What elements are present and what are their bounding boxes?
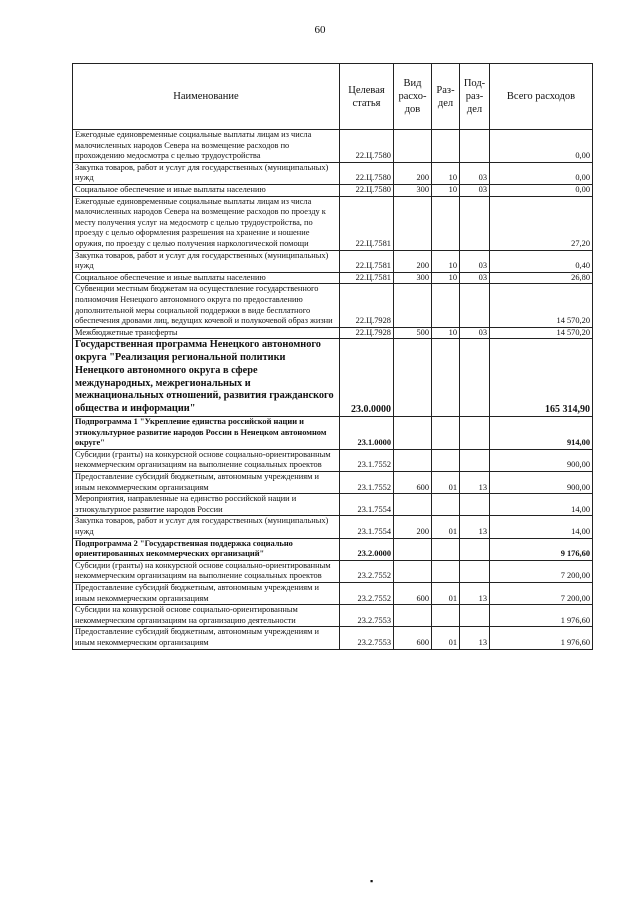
cell-total: 0,00 bbox=[490, 184, 593, 196]
cell-vid bbox=[394, 130, 432, 163]
cell-code: 22.Ц.7580 bbox=[340, 184, 394, 196]
table-row bbox=[73, 196, 593, 250]
cell-total: 1 976,60 bbox=[490, 605, 593, 627]
cell-name: Социальное обеспечение и иные выплаты населению bbox=[73, 184, 340, 196]
header-total: Всего расходов bbox=[490, 64, 593, 130]
cell-code: 23.2.7552 bbox=[340, 582, 394, 604]
cell-podrazdel bbox=[460, 605, 490, 627]
cell-podrazdel bbox=[460, 339, 490, 417]
cell-total: 900,00 bbox=[490, 472, 593, 494]
header-razdel: Раз-дел bbox=[432, 64, 460, 130]
table-row bbox=[73, 449, 593, 471]
cell-vid bbox=[394, 538, 432, 560]
cell-name: Ежегодные единовременные социальные выплаты лицам из числа малочисленных народов Севера на возмещение расходов по проезду к месту получения услуг на медосмотр с целью трудоустройства, по проезду с целью оформления разрешения на хранение и ношение оружия, по проезду с целью получения наркологической помощи bbox=[73, 196, 340, 250]
cell-code: 23.1.7554 bbox=[340, 516, 394, 538]
footer-mark: ▪ bbox=[370, 876, 374, 886]
cell-podrazdel bbox=[460, 449, 490, 471]
cell-vid: 200 bbox=[394, 162, 432, 184]
cell-name: Закупка товаров, работ и услуг для государственных (муниципальных) нужд bbox=[73, 250, 340, 272]
cell-razdel: 10 bbox=[432, 162, 460, 184]
table-row bbox=[73, 284, 593, 327]
cell-code: 23.1.7552 bbox=[340, 472, 394, 494]
cell-razdel bbox=[432, 196, 460, 250]
cell-vid: 300 bbox=[394, 272, 432, 284]
header-podrazdel: Под-раз-дел bbox=[460, 64, 490, 130]
table-body bbox=[73, 130, 593, 650]
cell-podrazdel bbox=[460, 560, 490, 582]
cell-code: 23.2.7552 bbox=[340, 560, 394, 582]
cell-podrazdel bbox=[460, 494, 490, 516]
table-row bbox=[73, 605, 593, 627]
cell-total: 0,40 bbox=[490, 250, 593, 272]
cell-razdel bbox=[432, 538, 460, 560]
table-row bbox=[73, 184, 593, 196]
cell-code: 22.Ц.7581 bbox=[340, 250, 394, 272]
cell-code: 22.Ц.7581 bbox=[340, 196, 394, 250]
cell-name: Предоставление субсидий бюджетным, автономным учреждениям и иным некоммерческим организациям bbox=[73, 472, 340, 494]
cell-name: Закупка товаров, работ и услуг для государственных (муниципальных) нужд bbox=[73, 162, 340, 184]
table-row bbox=[73, 494, 593, 516]
cell-code: 23.1.7554 bbox=[340, 494, 394, 516]
cell-total: 14,00 bbox=[490, 516, 593, 538]
cell-podrazdel: 13 bbox=[460, 472, 490, 494]
header-vid: Вид расхо-дов bbox=[394, 64, 432, 130]
table-row bbox=[73, 538, 593, 560]
cell-podrazdel: 03 bbox=[460, 272, 490, 284]
table-row bbox=[73, 560, 593, 582]
cell-razdel: 10 bbox=[432, 184, 460, 196]
cell-razdel bbox=[432, 560, 460, 582]
cell-name: Субсидии на конкурсной основе социально-ориентированным некоммерческим организациям на организацию деятельности bbox=[73, 605, 340, 627]
cell-code: 22.Ц.7581 bbox=[340, 272, 394, 284]
cell-podrazdel: 03 bbox=[460, 162, 490, 184]
cell-code: 23.2.7553 bbox=[340, 627, 394, 649]
cell-razdel bbox=[432, 417, 460, 450]
table-row bbox=[73, 516, 593, 538]
table-row bbox=[73, 417, 593, 450]
cell-vid: 600 bbox=[394, 627, 432, 649]
table-row bbox=[73, 582, 593, 604]
table-row bbox=[73, 250, 593, 272]
cell-total: 1 976,60 bbox=[490, 627, 593, 649]
cell-code: 22.Ц.7928 bbox=[340, 327, 394, 339]
cell-total: 14 570,20 bbox=[490, 284, 593, 327]
cell-razdel bbox=[432, 130, 460, 163]
cell-razdel bbox=[432, 494, 460, 516]
budget-table bbox=[72, 63, 593, 650]
cell-razdel bbox=[432, 605, 460, 627]
cell-total: 900,00 bbox=[490, 449, 593, 471]
table-row bbox=[73, 130, 593, 163]
cell-code: 23.2.7553 bbox=[340, 605, 394, 627]
cell-code: 22.Ц.7580 bbox=[340, 162, 394, 184]
cell-vid: 200 bbox=[394, 250, 432, 272]
cell-code: 23.0.0000 bbox=[340, 339, 394, 417]
cell-vid bbox=[394, 605, 432, 627]
cell-total: 26,80 bbox=[490, 272, 593, 284]
cell-total: 0,00 bbox=[490, 162, 593, 184]
cell-vid: 300 bbox=[394, 184, 432, 196]
header-code: Целевая статья bbox=[340, 64, 394, 130]
cell-total: 165 314,90 bbox=[490, 339, 593, 417]
cell-total: 0,00 bbox=[490, 130, 593, 163]
cell-razdel bbox=[432, 339, 460, 417]
cell-podrazdel bbox=[460, 284, 490, 327]
cell-vid bbox=[394, 284, 432, 327]
cell-code: 23.1.0000 bbox=[340, 417, 394, 450]
cell-vid: 600 bbox=[394, 472, 432, 494]
cell-vid bbox=[394, 494, 432, 516]
cell-total: 7 200,00 bbox=[490, 582, 593, 604]
table-row bbox=[73, 627, 593, 649]
cell-podrazdel bbox=[460, 538, 490, 560]
cell-name: Предоставление субсидий бюджетным, автономным учреждениям и иным некоммерческим организациям bbox=[73, 582, 340, 604]
cell-name: Предоставление субсидий бюджетным, автономным учреждениям и иным некоммерческим организациям bbox=[73, 627, 340, 649]
table-row bbox=[73, 162, 593, 184]
cell-razdel: 01 bbox=[432, 582, 460, 604]
cell-razdel: 01 bbox=[432, 516, 460, 538]
cell-total: 14,00 bbox=[490, 494, 593, 516]
cell-vid bbox=[394, 196, 432, 250]
cell-vid: 600 bbox=[394, 582, 432, 604]
cell-total: 7 200,00 bbox=[490, 560, 593, 582]
cell-razdel: 01 bbox=[432, 472, 460, 494]
cell-vid bbox=[394, 339, 432, 417]
cell-podrazdel bbox=[460, 196, 490, 250]
cell-total: 9 176,60 bbox=[490, 538, 593, 560]
cell-code: 22.Ц.7580 bbox=[340, 130, 394, 163]
table-row bbox=[73, 272, 593, 284]
cell-code: 23.1.7552 bbox=[340, 449, 394, 471]
cell-razdel: 10 bbox=[432, 250, 460, 272]
cell-name: Закупка товаров, работ и услуг для государственных (муниципальных) нужд bbox=[73, 516, 340, 538]
cell-name: Подпрограмма 2 "Государственная поддержка социально ориентированных некоммерческих организаций" bbox=[73, 538, 340, 560]
cell-vid: 200 bbox=[394, 516, 432, 538]
cell-razdel: 01 bbox=[432, 627, 460, 649]
cell-vid bbox=[394, 560, 432, 582]
cell-podrazdel: 03 bbox=[460, 327, 490, 339]
cell-razdel: 10 bbox=[432, 327, 460, 339]
cell-total: 14 570,20 bbox=[490, 327, 593, 339]
cell-podrazdel: 13 bbox=[460, 516, 490, 538]
cell-podrazdel: 03 bbox=[460, 250, 490, 272]
cell-podrazdel: 03 bbox=[460, 184, 490, 196]
table-row bbox=[73, 472, 593, 494]
page-number: 60 bbox=[314, 24, 326, 36]
cell-podrazdel bbox=[460, 417, 490, 450]
cell-code: 22.Ц.7928 bbox=[340, 284, 394, 327]
cell-name: Мероприятия, направленные на единство российской нации и этнокультурное развитие народов России bbox=[73, 494, 340, 516]
cell-razdel bbox=[432, 284, 460, 327]
cell-razdel: 10 bbox=[432, 272, 460, 284]
cell-podrazdel: 13 bbox=[460, 582, 490, 604]
table-header-row bbox=[73, 64, 593, 130]
cell-vid: 500 bbox=[394, 327, 432, 339]
cell-name: Межбюджетные трансферты bbox=[73, 327, 340, 339]
cell-code: 23.2.0000 bbox=[340, 538, 394, 560]
cell-name: Социальное обеспечение и иные выплаты населению bbox=[73, 272, 340, 284]
cell-name: Субвенции местным бюджетам на осуществление государственного полномочия Ненецкого автономного округа по предоставлению дополнительной меры социальной поддержки в виде бесплатного обеспечения дровами лиц, ведущих кочевой и полукочевой образ жизни bbox=[73, 284, 340, 327]
table-row bbox=[73, 339, 593, 417]
cell-total: 27,20 bbox=[490, 196, 593, 250]
cell-name: Субсидии (гранты) на конкурсной основе социально-ориентированным некоммерческим организациям на выполнение социальных проектов bbox=[73, 449, 340, 471]
cell-name: Подпрограмма 1 "Укрепление единства российской нации и этнокультурное развитие народов России в Ненецком автономном округе" bbox=[73, 417, 340, 450]
cell-name: Государственная программа Ненецкого автономного округа "Реализация региональной политики Ненецкого автономного округа в сфере международных, межрегиональных и межнациональных отношений, развития гражданского общества и информации" bbox=[73, 339, 340, 417]
table-row bbox=[73, 327, 593, 339]
cell-name: Ежегодные единовременные социальные выплаты лицам из числа малочисленных народов Севера на возмещение расходов по прохождению медосмотра с целью трудоустройства bbox=[73, 130, 340, 163]
cell-vid bbox=[394, 417, 432, 450]
cell-podrazdel: 13 bbox=[460, 627, 490, 649]
header-name: Наименование bbox=[73, 64, 340, 130]
cell-total: 914,00 bbox=[490, 417, 593, 450]
cell-name: Субсидии (гранты) на конкурсной основе социально-ориентированным некоммерческим организациям на выполнение социальных проектов bbox=[73, 560, 340, 582]
cell-razdel bbox=[432, 449, 460, 471]
cell-vid bbox=[394, 449, 432, 471]
cell-podrazdel bbox=[460, 130, 490, 163]
